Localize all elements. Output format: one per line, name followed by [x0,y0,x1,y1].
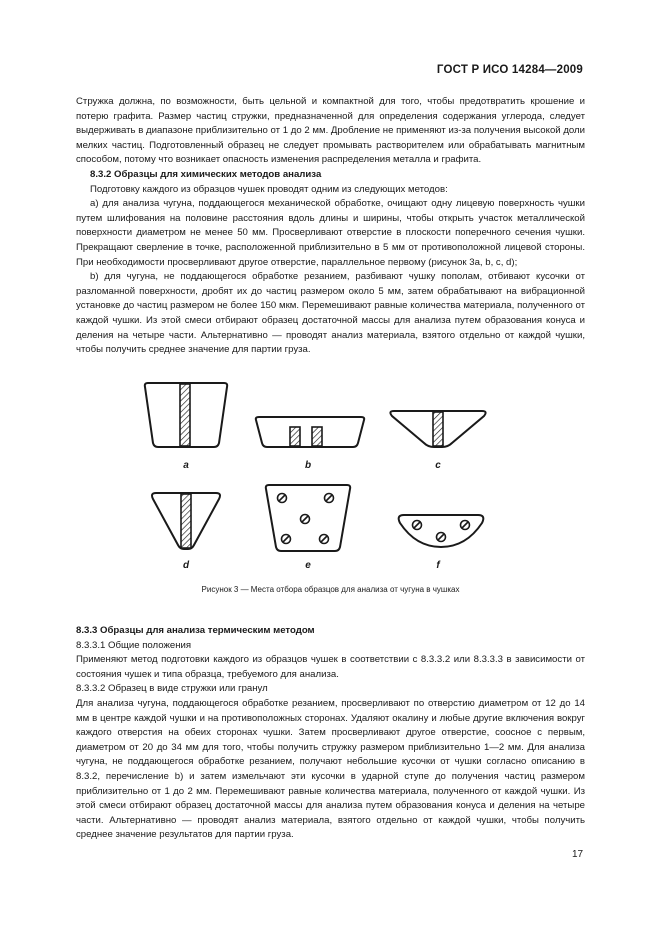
text-block-8-3-2 [76,95,585,358]
paragraph: Для анализа чугуна, поддающегося обработке резанием, просверливают по отверстию диаметром от 12 до 14 мм в центре каждой чушки и на противоположных сторонах. Удаляют окалину и любые другие включения вокруг каждого отверстия на обеих сторонах чушки. Затем просверливают другое отверстие, соосное с первым, диаметром от 20 до 34 мм для того, чтобы получить стружку размером приблизительно 1—2 мм. Для анализа чугуна, не поддающегося обработке резанием, получают небольшие кусочки от чушки согласно описанию в 8.3.2, перечисление b) и затем измельчают эти кусочки в ударной ступе до получения частиц размером приблизительно от 1 до 2 мм. Перемешивают равные количества материала, полученного от каждой чушки. Из этой смеси отбирают образец достаточной массы для анализа путем образования конуса и деления на четыре части. Альтернативно — проводят анализ материала, взятого отдельно от каждой чушки, чтобы получить среднее значение результатов для партии груза. [76,697,585,841]
section-heading-8-3-2: 8.3.2 Образцы для химических методов анализа [90,168,322,180]
figure-label-f: f [436,560,440,571]
list-item-a: а) для анализа чугуна, поддающегося механической обработке, очищают одну лицевую поверхность чушки путем шлифования на половине расстояния вдоль длины и ширины, чтобы открыть участок металлической поверхности диаметром не менее 50 мм. Просверливают отверстие в плоскости поперечного сечения чушки. Прекращают сверление в точке, расположенной приблизительно в 5 мм от противоположной лицевой стороны. При необходимости просверливают другое отверстие, параллельное первому (рисунок 3а, b, c, d); [76,198,585,268]
paragraph: Стружка должна, по возможности, быть цельной и компактной для того, чтобы предотвратить крошение и потерю графита. Размер частиц стружки, предназначенной для определения содержания углерода, следует выдерживать в диапазоне приблизительно от 1 до 2 мм. Дробление не применяют из-за получения высокой доли мелких частиц. Подготовленный образец не следует промывать растворителем или обрабатывать магнитным способом, потому что возникает опасность изменения распределения металла и графита. [76,96,585,166]
figure-label-b: b [304,460,312,471]
list-item-b: b) для чугуна, не поддающегося обработке резанием, разбивают чушку пополам, отбивают кусочки от разломанной поверхности, дробят их до частиц размером около 5 мм, затем обрабатывают на вибрационной установке до частиц размером не более 150 мкм. Перемешивают равные количества материала, полученного от каждой чушки. Из этой смеси отбирают образец достаточной массы для анализа путем образования конуса и деления на четыре части. Альтернативно — проводят анализ материала, взятого отдельно от каждой чушки, чтобы получить среднее значение для партии груза. [76,271,585,356]
figure-label-e: e [305,560,311,571]
paragraph: Применяют метод подготовки каждого из образцов чушек в соответствии с 8.3.3.2 или 8.3.3.3 в зависимости от состояния чушек и типа образца, требуемого для анализа. [76,654,585,680]
figure-label-a: a [183,460,189,471]
figure-label-c: c [435,460,441,471]
subsection-heading-8-3-3-2: 8.3.3.2 Образец в виде стружки или гранул [76,683,268,695]
section-heading-8-3-3: 8.3.3 Образцы для анализа термическим методом [76,625,315,636]
pig-shape-a [145,383,227,447]
pig-shape-f [399,515,484,547]
figure-label-d: d [182,560,190,571]
figure-3-diagram [76,375,585,580]
page-number: 17 [572,849,584,860]
document-header: ГОСТ Р ИСО 14284—2009 [436,64,583,76]
figure-caption: Рисунок 3 — Места отбора образцов для анализа от чугуна в чушках [201,585,460,594]
pig-shape-b [256,417,364,447]
text-block-8-3-3 [76,624,585,843]
paragraph: Подготовку каждого из образцов чушек проводят одним из следующих методов: [90,183,448,195]
pig-shape-c [390,411,485,447]
pig-shape-e [266,485,350,551]
pig-shape-d [152,493,220,549]
subsection-heading-8-3-3-1: 8.3.3.1 Общие положения [76,639,192,651]
